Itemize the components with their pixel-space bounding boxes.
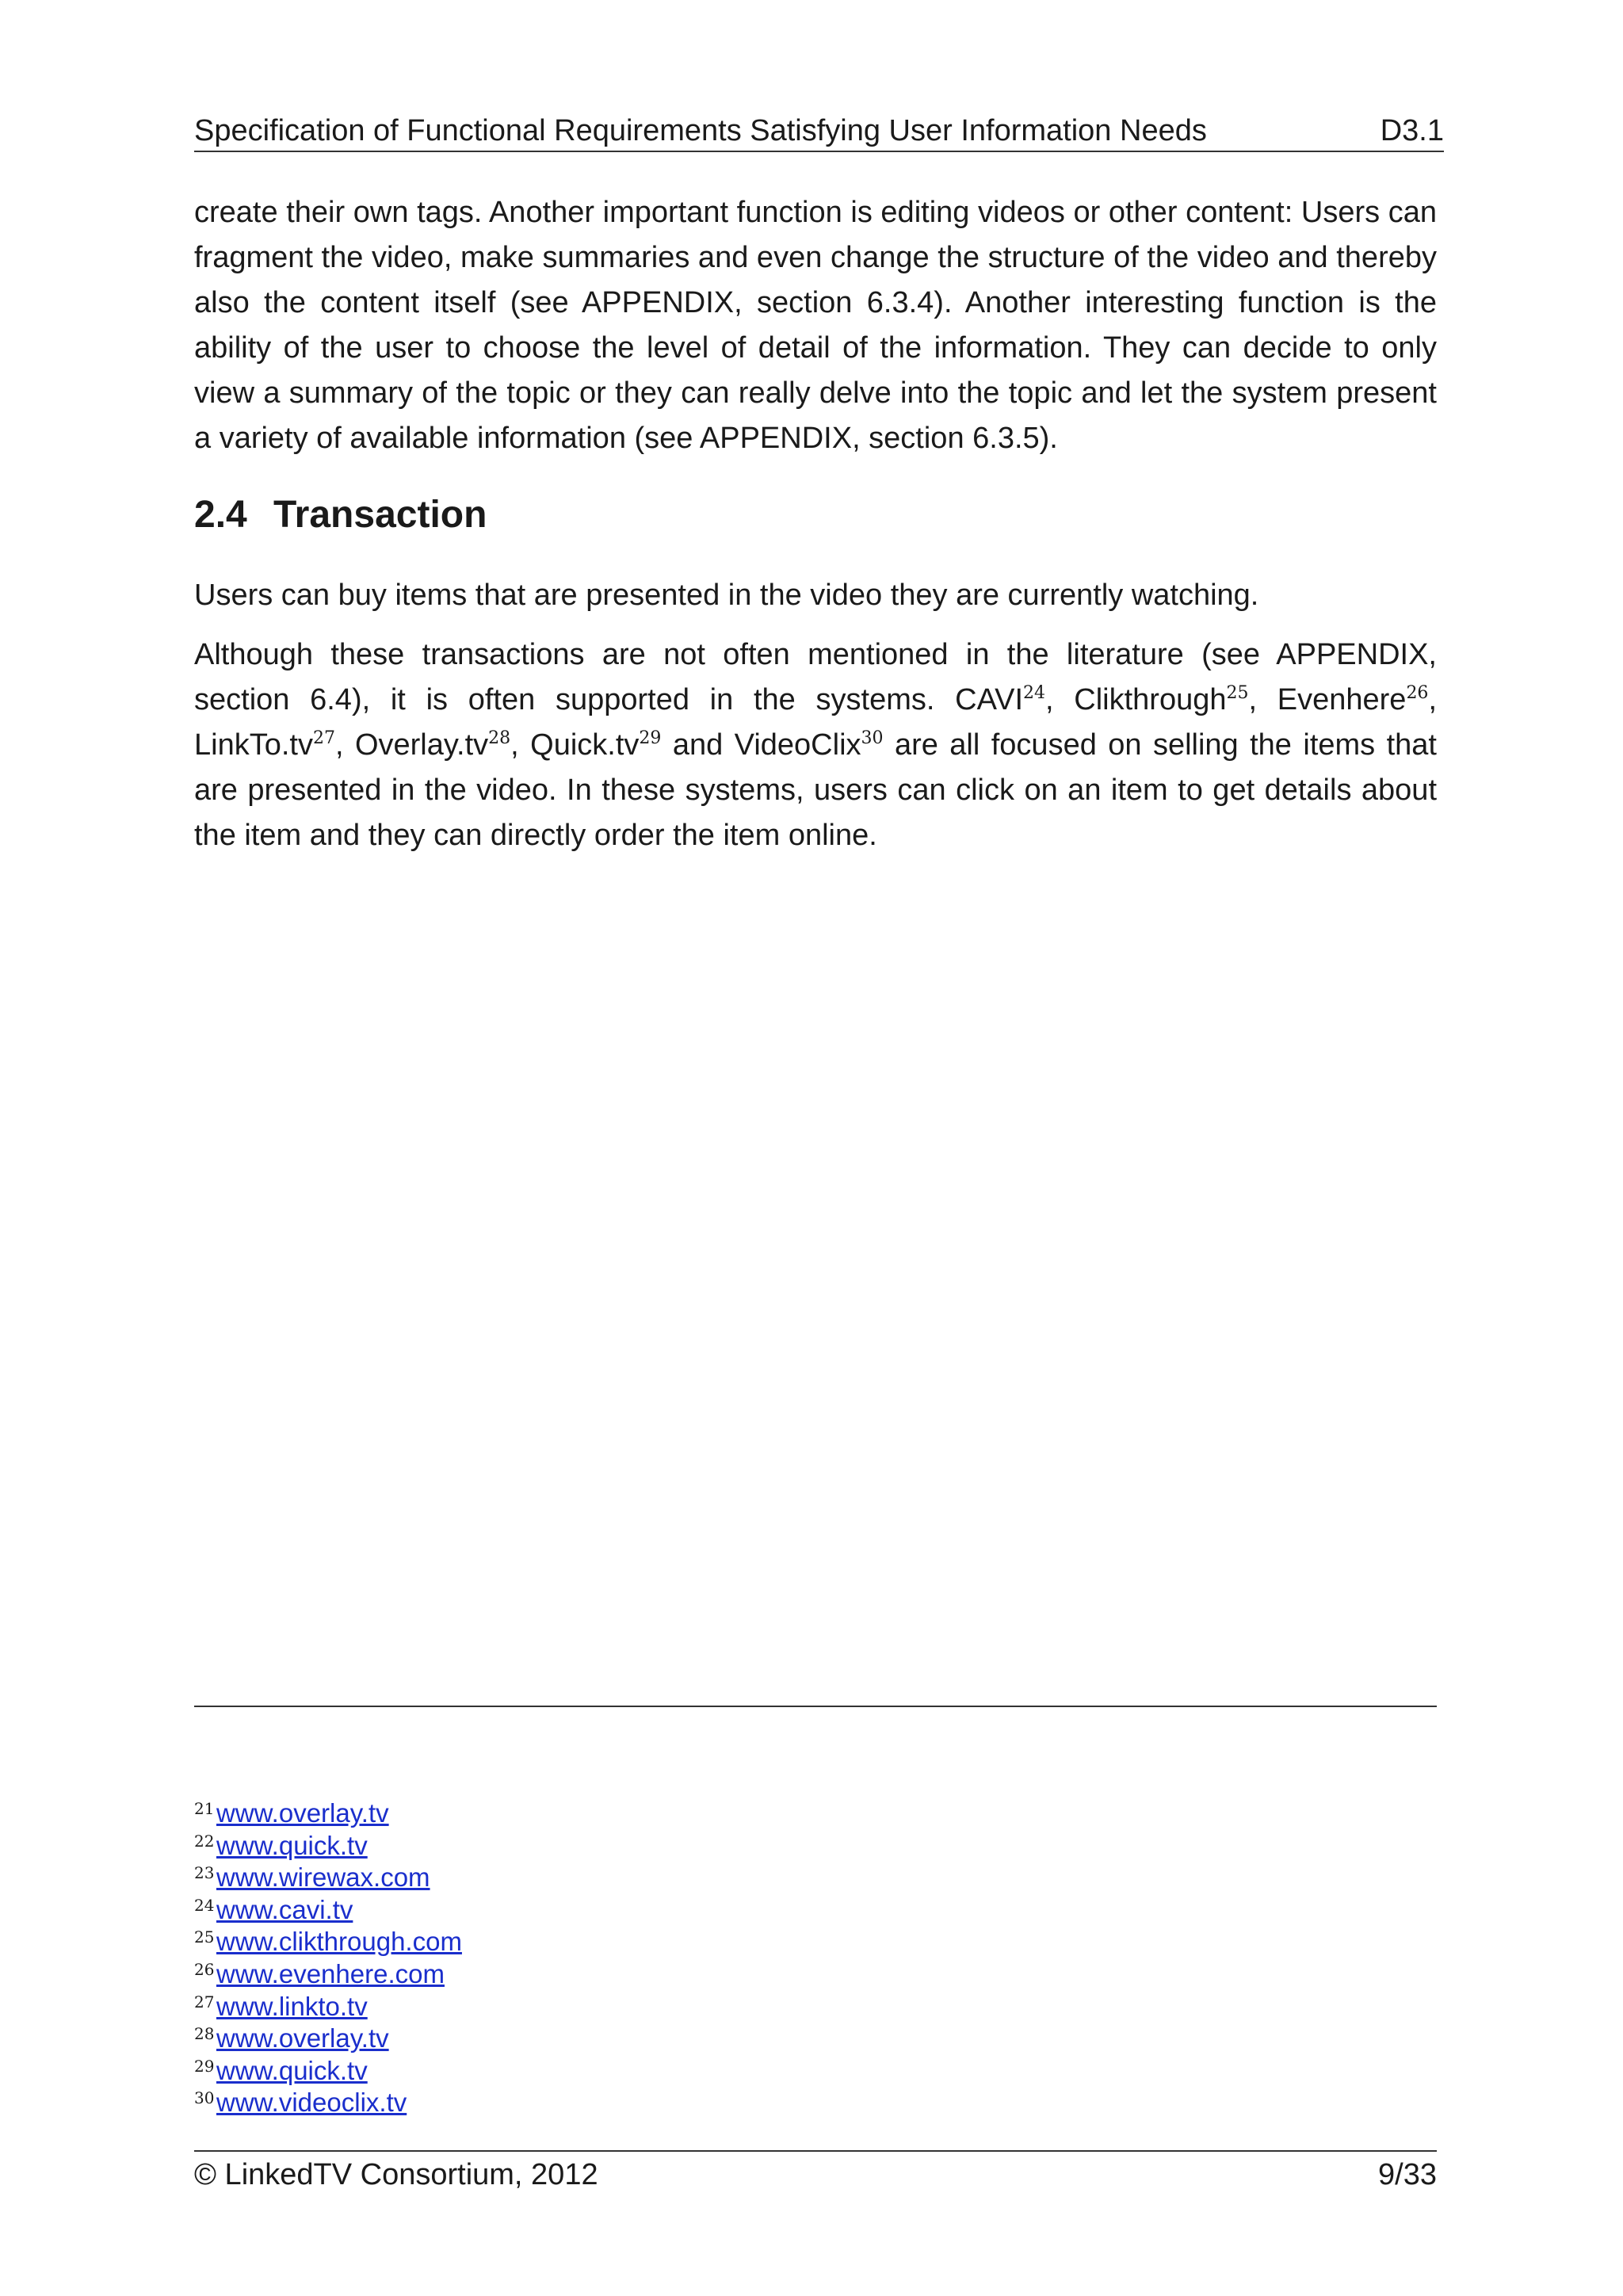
footnote-number: 21: [194, 1799, 215, 1818]
footnote-item: [194, 1986, 462, 2019]
footnote-link[interactable]: www.wirewax.com: [216, 1862, 430, 1893]
text-span: , Clikthrough: [1045, 683, 1227, 716]
header-doc-id: D3.1: [1380, 114, 1444, 147]
footnote-separator: [194, 1706, 1437, 1707]
footnote-item: [194, 1889, 462, 1922]
footnote-ref[interactable]: 25: [1226, 683, 1249, 703]
footnote-link[interactable]: www.overlay.tv: [216, 2023, 389, 2053]
footnote-number: 23: [194, 1863, 215, 1883]
text-span: , Quick.tv: [510, 728, 640, 762]
section-heading: [194, 491, 487, 539]
footer-copyright: © LinkedTV Consortium, 2012: [194, 2158, 598, 2191]
footnote-ref[interactable]: 29: [639, 728, 662, 748]
footnote-number: 28: [194, 2024, 215, 2044]
footnote-link[interactable]: www.clikthrough.com: [216, 1927, 462, 1957]
footnote-number: 25: [194, 1927, 215, 1947]
text-span: Although these transactions are not often mentioned in the literature (see APPENDIX, section 6.4), it is often supported in the systems. CAVI: [194, 638, 1437, 716]
footnote-link[interactable]: www.cavi.tv: [216, 1894, 353, 1924]
footer-page-number: 9/33: [1378, 2158, 1437, 2191]
footnote-number: 30: [194, 2088, 215, 2108]
footnote-link[interactable]: www.evenhere.com: [216, 1958, 445, 1988]
footnote-link[interactable]: www.quick.tv: [216, 1830, 368, 1860]
footnote-item: [194, 1793, 462, 1828]
section-number: 2.4: [194, 494, 247, 536]
footnote-ref[interactable]: 24: [1023, 683, 1045, 703]
footnote-number: 27: [194, 1992, 215, 2011]
footnote-item: [194, 2018, 462, 2053]
footnote-list: [194, 1793, 462, 2118]
body-paragraph-transactions: [194, 632, 1437, 858]
section-title: Transaction: [273, 494, 487, 536]
footnote-ref[interactable]: 26: [1406, 683, 1429, 703]
body-paragraph-intro: Users can buy items that are presented in the video they are currently watching.: [194, 579, 1259, 612]
footnote-item: [194, 2082, 462, 2118]
text-span: , LinkTo.tv: [194, 683, 1437, 762]
footnote-number: 24: [194, 1895, 215, 1915]
page-header: [194, 111, 1444, 152]
footnote-link[interactable]: www.overlay.tv: [216, 1798, 389, 1828]
footnote-item: [194, 1954, 462, 1986]
footnote-number: 22: [194, 1831, 215, 1851]
body-paragraph-continued: create their own tags. Another important function is editing videos or other content: Users can fragment the video, make summaries and even change the structure of the video and thereby also the content itself (see APPENDIX, section 6.3.4). Another interesting function is the ability of the user to choose the level of detail of the information. They can decide to only view a summary of the topic or they can really delve into the topic and let the system present a variety of available information (see APPENDIX, section 6.3.5).: [194, 196, 1437, 455]
footnote-link[interactable]: www.linkto.tv: [216, 1991, 368, 2021]
footnote-item: [194, 1857, 462, 1893]
footnote-item: [194, 2050, 462, 2083]
footnote-number: 29: [194, 2056, 215, 2076]
text-span: are all focused on selling the items that are presented in the video. In these systems, users can click on an item to get details about the item and they can directly order the item online.: [194, 728, 1437, 852]
footnote-link[interactable]: www.quick.tv: [216, 2055, 368, 2085]
text-span: and VideoClix: [661, 728, 861, 762]
footnote-item: [194, 1825, 462, 1858]
text-span: , Overlay.tv: [334, 728, 489, 762]
footnote-ref[interactable]: 27: [312, 728, 335, 748]
footnote-number: 26: [194, 1959, 215, 1979]
footnote-ref[interactable]: 30: [861, 728, 884, 748]
text-span: , Evenhere: [1248, 683, 1407, 716]
header-title: Specification of Functional Requirements Satisfying User Information Needs: [194, 114, 1207, 147]
page-footer: [194, 2150, 1437, 2195]
footnote-ref[interactable]: 28: [488, 728, 511, 748]
footnote-item: [194, 1921, 462, 1957]
footnote-link[interactable]: www.videoclix.tv: [216, 2088, 407, 2118]
